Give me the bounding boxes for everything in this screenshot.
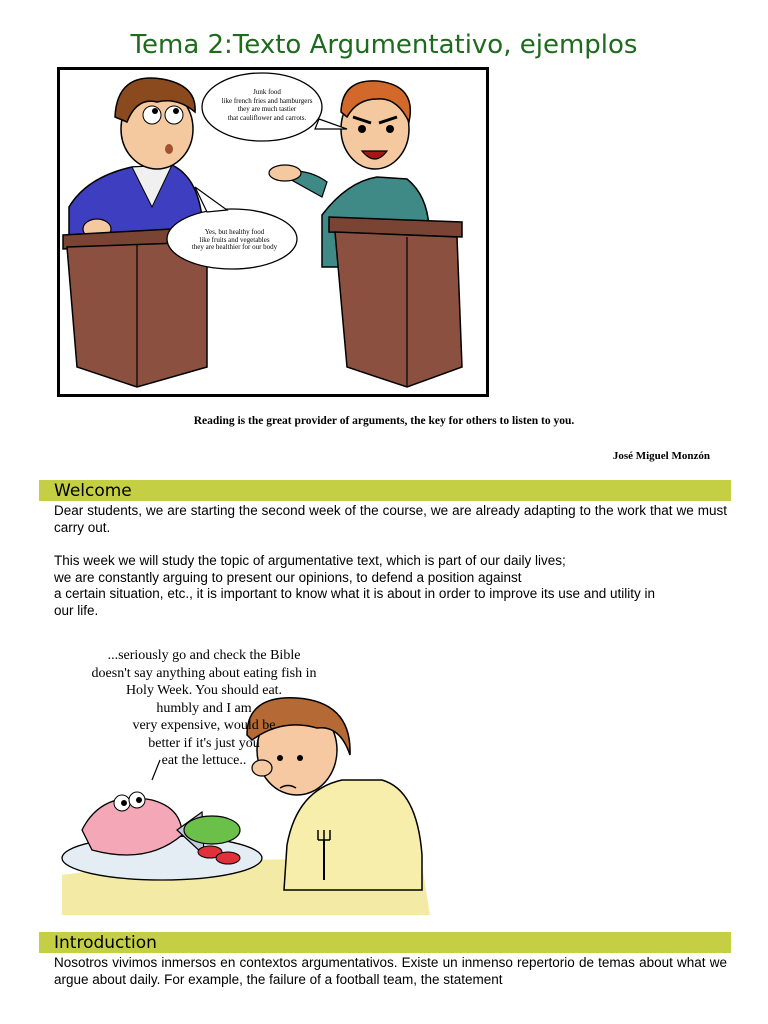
caption-line: Holy Week. You should eat.	[125, 683, 283, 698]
caption-line: better if it's just you	[148, 735, 260, 751]
caption-line: very expensive, would be	[132, 718, 276, 733]
bubble-line: that cauliflower and carrots.	[227, 113, 307, 122]
welcome-paragraph-1: Dear students, we are starting the second week of the course, we are already adapting to the work that we must carry out.	[54, 503, 727, 535]
speech-bubble-junk-food	[207, 88, 327, 122]
bubble-line: like fruits and vegetables	[199, 235, 270, 244]
paragraph-line: our life.	[54, 602, 99, 618]
introduction-section-header	[39, 932, 731, 953]
paragraph-line: a certain situation, etc., it is important to know what it is about in order to improve its use and utility in	[54, 586, 656, 601]
paragraph-line: we are constantly arguing to present our opinions, to defend a position against	[54, 569, 522, 585]
paragraph-line: This week we will study the topic of argumentative text, which is part of our daily lives;	[54, 553, 566, 568]
caption-line: eat the lettuce..	[161, 753, 247, 768]
caption-line: ...seriously go and check the Bible	[107, 648, 301, 663]
welcome-section-header	[39, 480, 731, 501]
bubble-line: they are healthier for our body	[191, 243, 278, 251]
bubble-line: Junk food	[253, 88, 281, 96]
bubble-line: like french fries and hamburgers	[221, 96, 313, 105]
welcome-paragraph-2	[54, 553, 727, 619]
bubble-line: they are much tastier	[237, 105, 297, 113]
caption-line: doesn't say anything about eating fish in	[91, 665, 317, 681]
speech-bubble-healthy-food	[172, 229, 297, 252]
fish-comic-caption	[64, 647, 344, 770]
page-title: Tema 2:Texto Argumentativo, ejemplos	[130, 30, 638, 60]
welcome-heading: Welcome	[54, 481, 132, 501]
bubble-line: Yes, but healthy food	[204, 228, 265, 236]
caption-line: humbly and I am	[156, 700, 252, 716]
introduction-paragraph: Nosotros vivimos inmersos en contextos argumentativos. Existe un inmenso repertorio de temas about what we argue about daily. For example, the failure of a football team, the statement	[54, 955, 727, 987]
quote-author: José Miguel Monzón	[612, 450, 710, 462]
introduction-heading: Introduction	[54, 933, 157, 953]
reading-quote: Reading is the great provider of arguments, the key for others to listen to you.	[193, 415, 575, 427]
